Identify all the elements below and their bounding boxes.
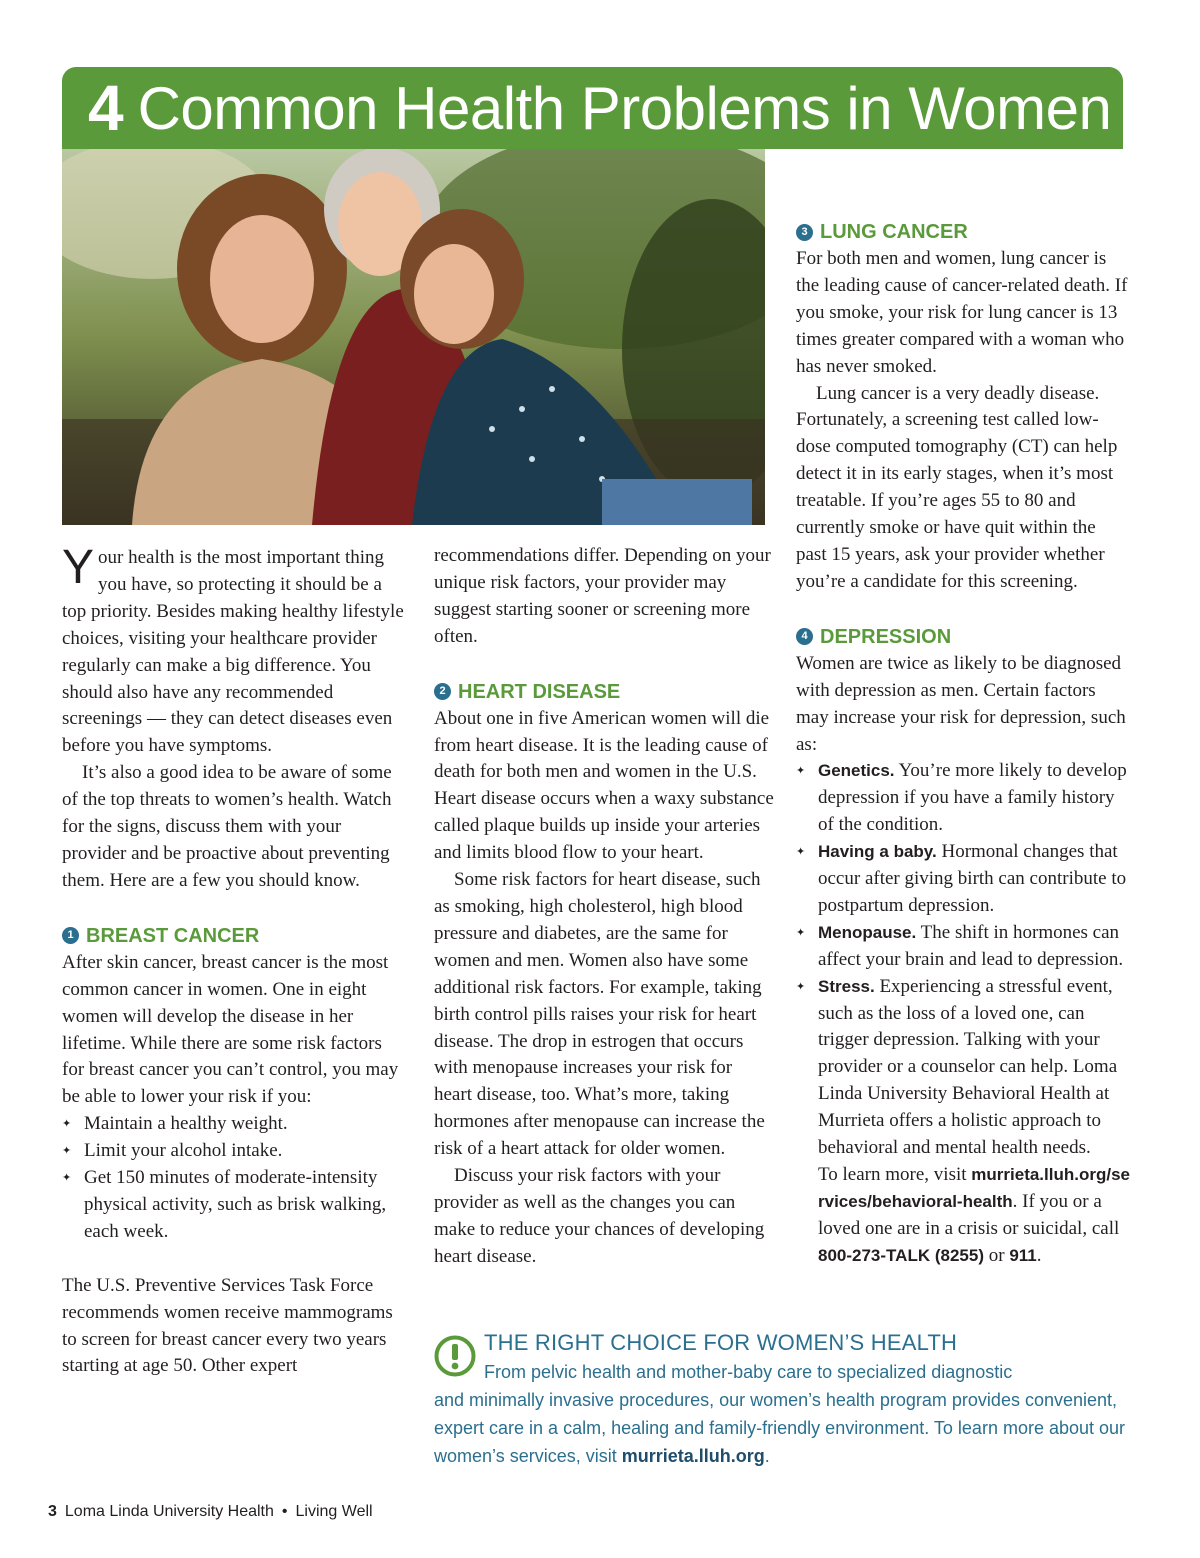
- heart-disease-paragraph-2: Some risk factors for heart disease, such as smoking, high cholesterol, high blood pressure and diabetes, are the same for women and men. Women also have some additional risk factors. For example, taking birth control pills raises your risk for heart disease. The drop in estrogen that occurs with menopause increases your risk for heart disease, too. What’s more, taking hormones after menopause can increase the risk of a heart attack for older women.: [434, 869, 765, 1160]
- list-item: [796, 758, 1131, 839]
- exclamation-circle-icon: [434, 1335, 476, 1377]
- behavioral-health-link[interactable]: murrieta.lluh.org/services/behavioral-health: [818, 1165, 1130, 1211]
- breast-cancer-paragraph: After skin cancer, breast cancer is the most common cancer in women. One in eight women will develop the disease in her lifetime. While there are some risk factors for breast cancer you can’t control, you may be able to lower your risk if you:: [62, 951, 399, 1108]
- list-item: ✦ Limit your alcohol intake.: [62, 1138, 407, 1165]
- number-badge-1: 1: [62, 927, 79, 944]
- heart-disease-heading: [434, 678, 774, 706]
- list-item: [796, 839, 1131, 920]
- photo-of-three-smiling-women-icon: [62, 149, 765, 525]
- lung-cancer-heading: [796, 218, 1131, 246]
- lung-cancer-paragraph-2: Lung cancer is a very deadly disease. Fortunately, a screening test called low-dose computed tomography (CT) can help detect it in its early stages, when it’s most treatable. If you’re ages 55 to 80 and currently smoke or have quit within the past 15 years, ask your provider whether you’re a candidate for this screening.: [796, 382, 1118, 592]
- column-right: [796, 218, 1131, 1270]
- heart-disease-paragraph-3: Discuss your risk factors with your provider as well as the changes you can make to reduce your chances of developing heart disease.: [434, 1165, 765, 1267]
- learn-more-prefix: To learn more, visit: [818, 1164, 972, 1185]
- footer-publication: Living Well: [295, 1503, 373, 1520]
- heart-disease-paragraph-1: About one in five American women will die from heart disease. It is the leading cause of death for both men and women in the U.S. Heart disease occurs when a waxy substance called plaque builds up inside your arteries and limits blood flow to your heart.: [434, 707, 774, 864]
- sentence-end: .: [1036, 1244, 1042, 1266]
- title-number: 4: [88, 72, 124, 144]
- number-badge-2: 2: [434, 683, 451, 700]
- breast-cancer-list: [62, 1111, 407, 1246]
- emergency-number: 911: [1009, 1245, 1037, 1265]
- callout-end: .: [764, 1446, 770, 1466]
- crisis-text: . If you or a loved one are in a crisis or suicidal, call: [818, 1190, 1120, 1239]
- drop-cap: Y: [62, 541, 95, 594]
- list-item: [796, 974, 1131, 1162]
- depression-heading: [796, 623, 1131, 651]
- list-item-term: Menopause.: [818, 922, 917, 942]
- intro-text: our health is the most important thing you have, so protecting it should be a top priority. Besides making healthy lifestyle choices, visiting your healthcare provider regularly can make a big difference. You should also have any recommended screenings — they can detect diseases even before you have symptoms.: [62, 547, 404, 757]
- breast-cancer-heading: [62, 922, 407, 950]
- list-item-text: Hormonal changes that occur after giving birth can contribute to postpartum depression.: [818, 841, 1127, 916]
- footer-org: Loma Linda University Health: [64, 1503, 274, 1520]
- hero-photo: [62, 149, 765, 525]
- or-text: or: [983, 1244, 1010, 1266]
- number-badge-3: 3: [796, 224, 813, 241]
- callout-title: THE RIGHT CHOICE FOR WOMEN’S HEALTH: [484, 1330, 958, 1355]
- list-item-term: Having a baby.: [818, 842, 937, 862]
- depression-learn-more: [796, 1162, 1131, 1270]
- list-item: ✦ Get 150 minutes of moderate-intensity physical activity, such as brisk walking, each week.: [62, 1165, 407, 1246]
- breast-cancer-heading-text: BREAST CANCER: [86, 924, 260, 947]
- list-item-text: You’re more likely to develop depression if you have a family history of the condition.: [818, 760, 1127, 836]
- depression-paragraph: Women are twice as likely to be diagnosed with depression as men. Certain factors may increase your risk for depression, such as:: [796, 652, 1126, 755]
- callout-body: [434, 1358, 1134, 1470]
- heart-disease-heading-text: HEART DISEASE: [458, 680, 621, 703]
- womens-services-link[interactable]: murrieta.lluh.org: [621, 1446, 765, 1466]
- footer-separator: •: [281, 1503, 288, 1520]
- depression-list: [796, 758, 1131, 1162]
- breast-cancer-screening-paragraph: The U.S. Preventive Services Task Force recommends women receive mammograms to screen for breast cancer every two years starting at age 50. Other expert: [62, 1274, 393, 1377]
- list-item-term: Stress.: [818, 976, 875, 996]
- page-number: 3: [48, 1503, 57, 1520]
- lung-cancer-paragraph-1: For both men and women, lung cancer is the leading cause of cancer-related death. If you smoke, your risk for lung cancer is 13 times greater compared with a woman who has never smoked.: [796, 248, 1128, 377]
- intro-paragraph-2: It’s also a good idea to be aware of some of the top threats to women’s health. Watch for the signs, discuss them with your provider and be proactive about preventing them. Here are a few you should know.: [62, 762, 392, 891]
- list-item: ✦ Maintain a healthy weight.: [62, 1111, 407, 1138]
- list-item: [796, 920, 1131, 974]
- list-item-term: Genetics.: [818, 761, 895, 781]
- intro-paragraph: [62, 541, 407, 760]
- callout-body-first-line: From pelvic health and mother-baby care to specialized diagnostic: [484, 1362, 1013, 1382]
- page-title: Common Health Problems in Women: [137, 74, 1112, 142]
- list-item-text: The shift in hormones can affect your brain and lead to depression.: [818, 921, 1124, 970]
- callout-box: [434, 1328, 1134, 1470]
- hotline-number: 800-273-TALK (8255): [818, 1245, 984, 1265]
- number-badge-4: 4: [796, 628, 813, 645]
- lung-cancer-heading-text: LUNG CANCER: [820, 221, 968, 243]
- callout-body-text: and minimally invasive procedures, our women’s health program provides convenient, expert care in a calm, healing and family-friendly environment. To learn more about our women’s services, visit: [434, 1390, 1126, 1466]
- breast-cancer-screening-continued: recommendations differ. Depending on your unique risk factors, your provider may suggest starting sooner or screening more often.: [434, 545, 771, 647]
- depression-heading-text: DEPRESSION: [820, 625, 952, 648]
- column-left: [62, 541, 407, 1380]
- page-title-banner: [62, 67, 1123, 149]
- page-footer: [48, 1503, 373, 1521]
- column-middle: [434, 543, 774, 1271]
- list-item-text: Experiencing a stressful event, such as the loss of a loved one, can trigger depression. Talking with your provider or a counselor can help. Loma Linda University Behavioral Health at Murrieta offers a holistic approach to behavioral and mental health needs.: [818, 975, 1118, 1159]
